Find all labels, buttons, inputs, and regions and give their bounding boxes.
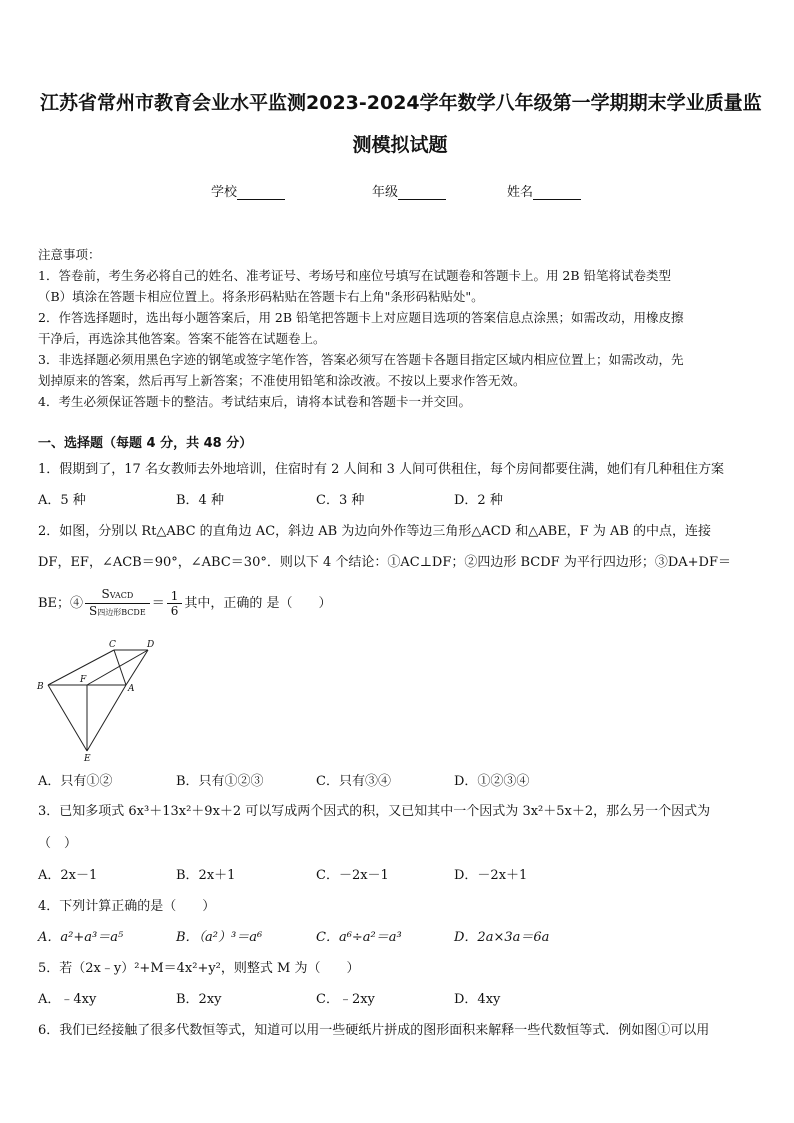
notes-heading: 注意事项： xyxy=(38,247,101,262)
question-1-options xyxy=(38,489,760,507)
frac-num-sub: VACD xyxy=(109,591,134,600)
name-blank[interactable] xyxy=(533,186,581,200)
q2-option-d[interactable]: D．①②③④ xyxy=(454,774,530,789)
question-5-options xyxy=(38,988,760,1006)
q2-line3-suffix: 其中，正确的 是（ ） xyxy=(184,596,332,611)
name-field[interactable] xyxy=(507,181,581,200)
q2-equals: ＝ xyxy=(151,596,165,611)
q1-option-a[interactable]: A．5 种 xyxy=(38,493,86,508)
label-f: F xyxy=(80,675,87,685)
segment-ae xyxy=(87,685,126,751)
school-label: 学校 xyxy=(211,185,238,200)
grade-blank[interactable] xyxy=(398,186,446,200)
notes-line: 干净后，再选涂其他答案。答案不能答在试题卷上。 xyxy=(38,331,326,346)
notes-line: 4．考生必须保证答题卡的整洁。考试结束后，请将本试卷和答题卡一并交回。 xyxy=(38,394,471,409)
notes-line: 划掉原来的答案，然后再写上新答案；不准使用铅笔和涂改液。不按以上要求作答无效。 xyxy=(38,373,526,388)
q3-option-c[interactable]: C．－2x－1 xyxy=(316,868,389,883)
q1-option-c[interactable]: C．3 种 xyxy=(316,493,365,508)
exam-title-line1: 江苏省常州市教育会业水平监测2023-2024学年数学八年级第一学期期末学业质量监 xyxy=(40,92,762,114)
question-6-text: 6．我们已经接触了很多代数恒等式，知道可以用一些硬纸片拼成的图形面积来解释一些代数恒等式．例如图①可以用 xyxy=(38,1023,710,1038)
exam-title-line2: 测模拟试题 xyxy=(352,134,448,156)
frac2-den: 6 xyxy=(170,604,179,618)
school-blank[interactable] xyxy=(237,186,285,200)
triangle-figure xyxy=(34,638,164,763)
question-1-text: 1．假期到了，17 名女教师去外地培训，住宿时有 2 人间和 3 人间可供租住，每个房间都要住满，她们有几种租住方案 xyxy=(38,462,725,477)
q2-option-b[interactable]: B．只有①②③ xyxy=(176,774,264,789)
q1-option-d[interactable]: D．2 种 xyxy=(454,493,503,508)
q3-option-a[interactable]: A．2x－1 xyxy=(38,868,98,883)
question-5-text: 5．若（2x﹣y）²+M＝4x²+y²，则整式 M 为（ ） xyxy=(38,961,360,976)
name-label: 姓名 xyxy=(507,185,534,200)
question-2-line3 xyxy=(38,584,760,624)
question-3-options xyxy=(38,864,760,882)
q3-option-d[interactable]: D．－2x＋1 xyxy=(454,868,528,883)
label-b: B xyxy=(37,682,44,692)
notes-line: 1．答卷前，考生务必将自己的姓名、准考证号、考场号和座位号填写在试题卷和答题卡上。用 2B 铅笔将试卷类型 xyxy=(38,268,672,283)
q2-line3-prefix: BE；④ xyxy=(38,596,84,611)
q2-option-a[interactable]: A．只有①② xyxy=(38,774,113,789)
q5-option-d[interactable]: D．4xy xyxy=(454,992,501,1007)
segment-ca xyxy=(114,650,126,685)
question-3-line1: 3．已知多项式 6x³＋13x²＋9x＋2 可以写成两个因式的积，又已知其中一个因式为 3x²＋5x＋2，那么另一个因式为 xyxy=(38,804,711,819)
question-4-options xyxy=(38,926,760,944)
q2-option-c[interactable]: C．只有③④ xyxy=(316,774,391,789)
school-field[interactable] xyxy=(211,181,285,200)
label-d: D xyxy=(147,640,155,650)
notes-line: 3．非选择题必须用黑色字迹的钢笔或签字笔作答，答案必须写在答题卡各题目指定区域内相应位置上；如需改动，先 xyxy=(38,352,684,367)
q5-option-a[interactable]: A．﹣4xy xyxy=(38,992,97,1007)
q4-option-d[interactable]: D．2a×3a＝6a xyxy=(454,930,550,945)
label-a: A xyxy=(128,684,135,694)
notes-line: 2．作答选择题时，选出每小题答案后，用 2B 铅笔把答题卡上对应题目选项的答案信息点涂黑；如需改动，用橡皮擦 xyxy=(38,310,684,325)
segment-fd xyxy=(87,650,148,685)
q2-value-fraction xyxy=(167,589,183,618)
q4-option-a[interactable]: A．a²+a³＝a⁵ xyxy=(38,930,124,945)
label-c: C xyxy=(109,640,116,650)
frac-num: S xyxy=(101,587,110,601)
question-2-line1: 2．如图，分别以 Rt△ABC 的直角边 AC，斜边 AB 为边向外作等边三角形△ACD 和△ABE，F 为 AB 的中点，连接 xyxy=(38,524,712,539)
question-4-text: 4．下列计算正确的是（ ） xyxy=(38,899,216,914)
question-2-line2: DF，EF，∠ACB＝90°，∠ABC＝30°．则以下 4 个结论：①AC⊥DF；②四边形 BCDF 为平行四边形；③DA+DF＝ xyxy=(38,555,731,570)
q4-option-b[interactable]: B．（a²）³＝a⁶ xyxy=(176,930,263,945)
q5-option-b[interactable]: B．2xy xyxy=(176,992,222,1007)
q5-option-c[interactable]: C．﹣2xy xyxy=(316,992,375,1007)
grade-label: 年级 xyxy=(372,185,399,200)
q2-area-fraction xyxy=(85,587,150,620)
section-heading: 一、选择题（每题 4 分，共 48 分） xyxy=(38,436,253,451)
question-3-line2: （ ） xyxy=(38,836,78,851)
grade-field[interactable] xyxy=(372,181,446,200)
frac2-num: 1 xyxy=(167,589,183,604)
segment-be xyxy=(48,685,87,751)
q1-option-b[interactable]: B．4 种 xyxy=(176,493,224,508)
q4-option-c[interactable]: C．a⁶÷a²＝a³ xyxy=(316,930,402,945)
segment-da xyxy=(126,650,148,685)
question-2-options xyxy=(38,770,760,788)
q3-option-b[interactable]: B．2x＋1 xyxy=(176,868,236,883)
exam-notes xyxy=(38,244,760,412)
frac-den-sub: 四边形BCDE xyxy=(97,608,146,617)
notes-line: （B）填涂在答题卡相应位置上。将条形码粘贴在答题卡右上角"条形码粘贴处"。 xyxy=(38,289,484,304)
frac-den: S xyxy=(89,604,98,618)
label-e: E xyxy=(84,754,91,763)
